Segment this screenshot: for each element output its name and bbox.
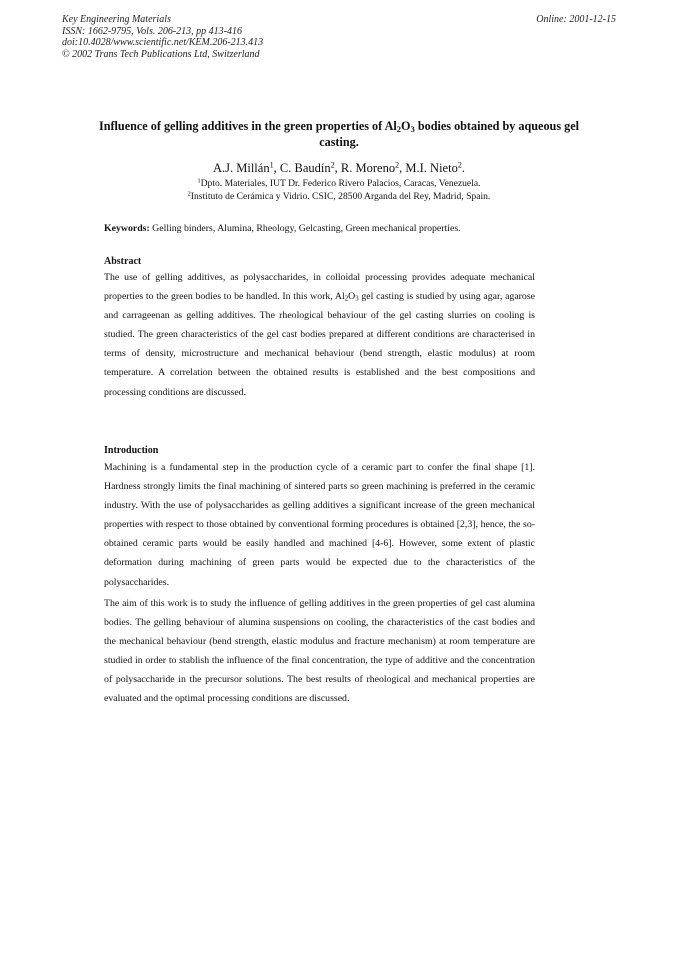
- author-separator: ,: [399, 161, 406, 175]
- keywords-text: Gelling binders, Alumina, Rheology, Gelcasting, Green mechanical properties.: [149, 223, 461, 234]
- title-part-1: Influence of gelling additives in the green properties of Al: [98, 119, 397, 133]
- affiliation-number: 2: [187, 190, 191, 198]
- author-affiliation-mark: 2: [457, 160, 462, 170]
- title-sub-2: 3: [410, 124, 415, 135]
- author-list: [0, 161, 678, 176]
- author-separator: .: [461, 161, 466, 175]
- author-separator: ,: [334, 161, 341, 175]
- author-separator: ,: [273, 161, 280, 175]
- abstract-heading: Abstract: [104, 256, 142, 267]
- author-affiliation-mark: 2: [330, 160, 335, 170]
- title-part-3: bodies obtained by aqueous gel casting.: [319, 119, 580, 149]
- paper-title: [90, 119, 588, 150]
- issn-line: ISSN: 1662-9795, Vols. 206-213, pp 413-416: [62, 25, 242, 37]
- doi-line: doi:10.4028/www.scientific.net/KEM.206-213.413: [62, 37, 264, 48]
- title-part-2: O: [401, 119, 411, 133]
- abstract-text-pre: The use of gelling additives, as polysaccharides, in colloidal processing provides adequate mechanical properties to the green bodies to be handled. In this work, Al: [104, 272, 535, 303]
- affiliation-text: Dpto. Materiales, IUT Dr. Federico Rivero Palacios, Caracas, Venezuela.: [200, 178, 481, 189]
- keywords-label: Keywords:: [104, 223, 150, 234]
- introduction-paragraph-1: Machining is a fundamental step in the production cycle of a ceramic part to confer the final shape [1]. Hardness strongly limits the final machining of sintered parts so green machining is preferred in the ceramic industry. With the use of polysaccharides as gelling additives a significant increase of the green mechanical properties with respect to those obtained by conventional forming procedures is obtained [2,3], hence, the so-obtained ceramic parts would be easily handled and machined [4-6]. However, some extent of plastic deformation during machining of green parts would be expected due to the characteristics of the polysaccharides.: [104, 462, 535, 588]
- author-name: R. Moreno: [340, 161, 396, 175]
- author-affiliation-mark: 1: [269, 160, 274, 170]
- journal-header: [62, 14, 263, 60]
- abstract-paragraph: [104, 268, 535, 402]
- author-name: A.J. Millán: [212, 161, 270, 175]
- author-name: M.I. Nieto: [405, 161, 458, 175]
- copyright-line: © 2002 Trans Tech Publications Ltd, Switzerland: [62, 48, 260, 60]
- author-name: C. Baudín: [279, 161, 331, 175]
- affiliation-number: 1: [197, 177, 201, 185]
- introduction-paragraph-2: The aim of this work is to study the influence of gelling additives in the green properties of gel cast alumina bodies. The gelling behaviour of alumina suspensions on cooling, the characteristics of the cast bodies and the mechanical behaviour (bend strength, elastic modulus and fracture mechanism) at room temperature are studied in order to stablish the influence of the final concentration, the type of additive and the concentration of polysaccharide in the precursor solutions. The best results of rheological and mechanical properties are evaluated and the optimal processing conditions are discussed.: [104, 598, 535, 705]
- keywords-line: [104, 223, 574, 235]
- journal-name: Key Engineering Materials: [62, 14, 171, 25]
- abstract-sub-2: 3: [355, 295, 359, 303]
- introduction-heading: Introduction: [104, 445, 159, 456]
- affiliation-1: [0, 178, 678, 190]
- author-affiliation-mark: 2: [395, 160, 400, 170]
- online-date: Online: 2001-12-15: [536, 14, 616, 25]
- abstract-text-post: gel casting is studied by using agar, agarose and carrageenan as gelling additives. The rheological behaviour of the gel casting slurries on cooling is studied. The green characteristics of the gel cast bodies prepared at different conditions are characterised in terms of density, microstructure and mechanical behaviour (bend strength, elastic modulus) at room temperature. A correlation between the obtained results is established and the best compositions and processing conditions are discussed.: [104, 291, 535, 398]
- title-sub-1: 2: [396, 124, 402, 135]
- abstract-text-mid: O: [348, 291, 356, 303]
- affiliation-text: Instituto de Cerámica y Vidrio. CSIC, 28500 Arganda del Rey, Madrid, Spain.: [190, 191, 491, 202]
- affiliation-2: [0, 191, 678, 203]
- abstract-sub-1: 2: [344, 295, 349, 303]
